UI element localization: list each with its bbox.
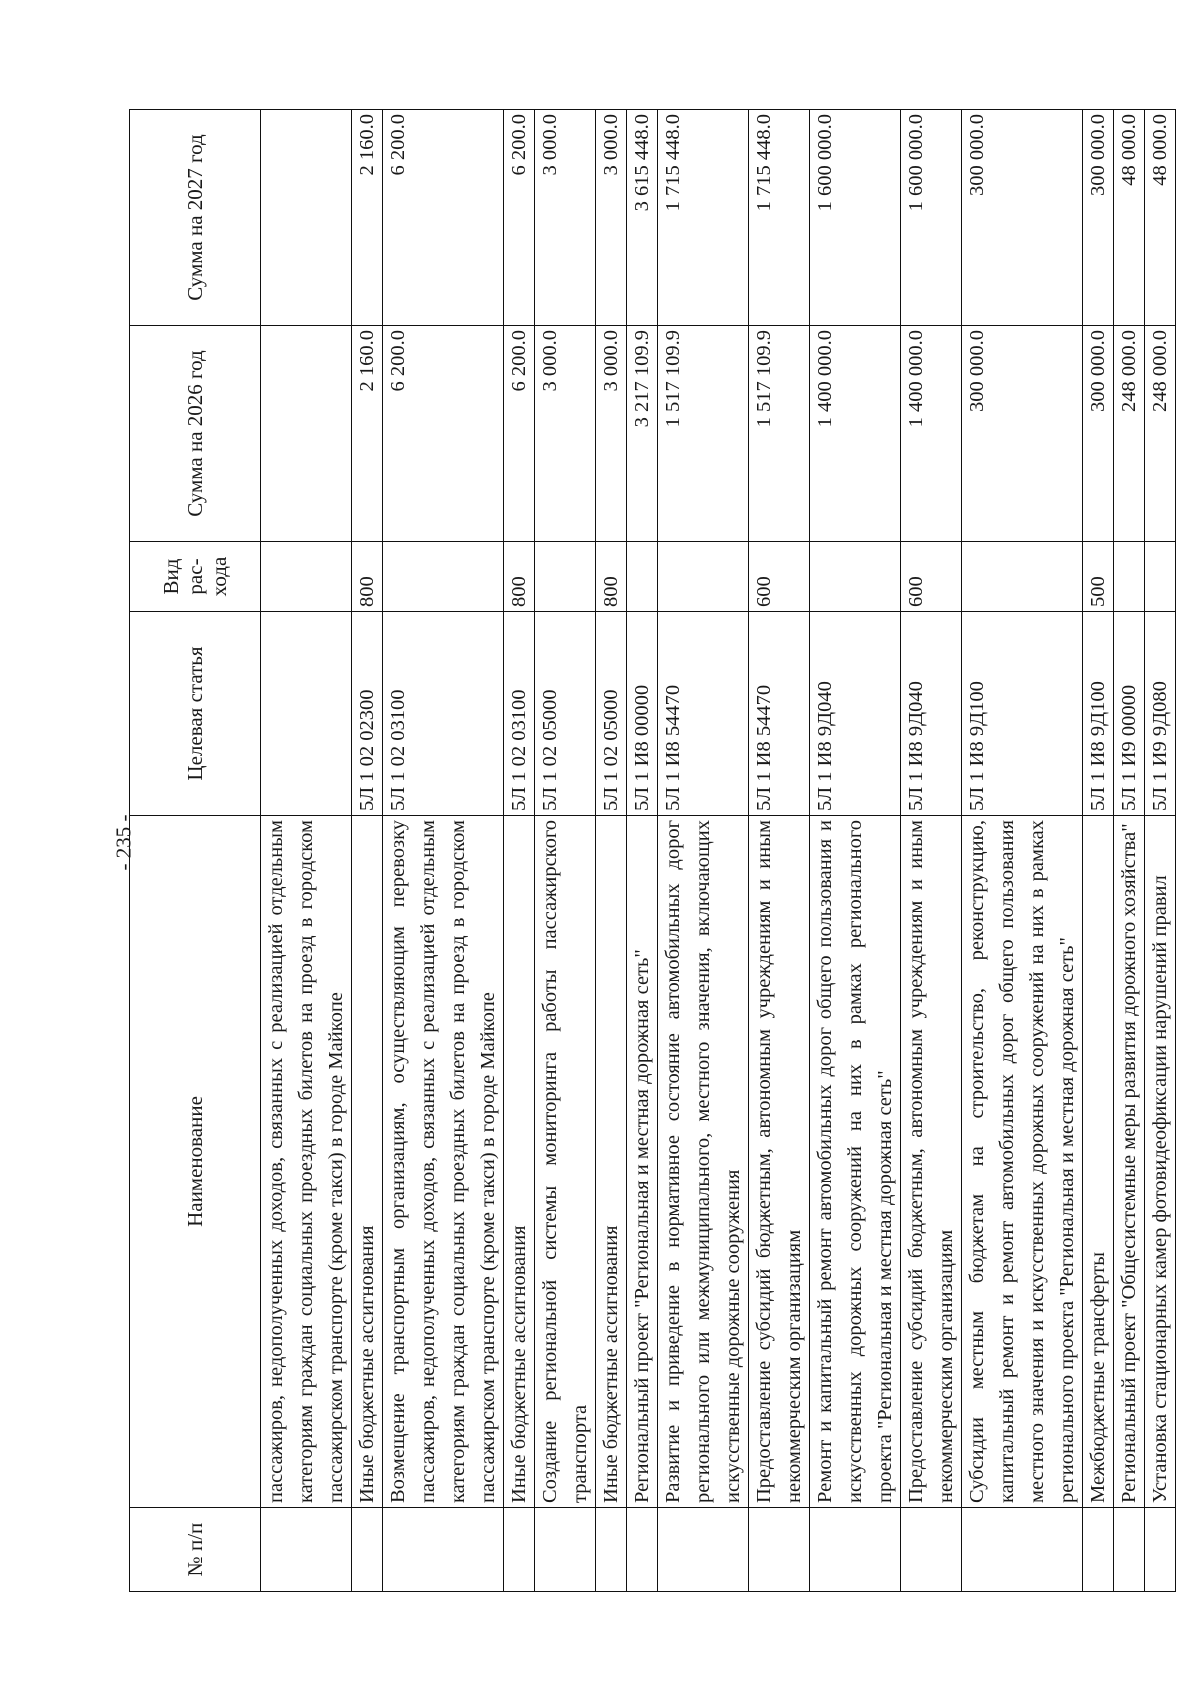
cell-code: 5Л 1 02 02300 [352,612,383,816]
table-row [810,110,901,1592]
cell-sum-2027: 48 000.0 [1145,110,1176,326]
cell-sum-2027: 3 000.0 [596,110,627,326]
cell-code: 5Л 1 02 05000 [596,612,627,816]
cell-sum-2027: 300 000.0 [1083,110,1114,326]
cell-code: 5Л 1 02 03100 [383,612,504,816]
cell-num [535,1508,596,1592]
cell-num [504,1508,535,1592]
cell-sum-2027: 1 715 448.0 [749,110,810,326]
table-row [658,110,749,1592]
cell-vid: 500 [1083,542,1114,612]
cell-sum-2026: 3 000.0 [596,326,627,542]
cell-num [261,1508,352,1592]
cell-vid: 600 [749,542,810,612]
cell-name: Иные бюджетные ассигнования [596,816,627,1508]
header-code: Целевая статья [130,612,261,816]
cell-num [1145,1508,1176,1592]
cell-num [627,1508,658,1592]
cell-code: 5Л 1 И9 00000 [1114,612,1145,816]
cell-sum-2027: 300 000.0 [962,110,1083,326]
header-num: № п/п [130,1508,261,1592]
cell-sum-2027: 1 600 000.0 [810,110,901,326]
cell-code: 5Л 1 И8 9Д040 [901,612,962,816]
header-vid: Вид рас- хода [130,542,261,612]
cell-vid: 800 [352,542,383,612]
table-row [749,110,810,1592]
table-row [1114,110,1145,1592]
cell-num [810,1508,901,1592]
cell-sum-2026: 2 160.0 [352,326,383,542]
cell-code: 5Л 1 И8 54470 [658,612,749,816]
cell-sum-2027: 1 600 000.0 [901,110,962,326]
cell-sum-2026: 3 000.0 [535,326,596,542]
cell-vid [962,542,1083,612]
cell-name: Предоставление субсидий бюджетным, автономным учреждениям и иным некоммерческим организациям [749,816,810,1508]
table-row [535,110,596,1592]
budget-table [129,109,1176,1592]
cell-sum-2027: 6 200.0 [504,110,535,326]
table-row [352,110,383,1592]
table-body [261,110,1176,1592]
cell-sum-2026: 300 000.0 [1083,326,1114,542]
cell-sum-2026: 1 517 109.9 [749,326,810,542]
cell-sum-2027: 3 615 448.0 [627,110,658,326]
cell-name: Возмещение транспортным организациям, осуществляющим перевозку пассажиров, недополученных доходов, связанных с реализацией отдельным категориям граждан социальных проездных билетов на проезд в городском пассажирском транспорте (кроме такси) в городе Майкопе [383,816,504,1508]
cell-num [962,1508,1083,1592]
table-row [261,110,352,1592]
cell-code: 5Л 1 И8 00000 [627,612,658,816]
header-name: Наименование [130,816,261,1508]
cell-code: 5Л 1 02 05000 [535,612,596,816]
cell-vid [658,542,749,612]
table-row [1145,110,1176,1592]
budget-table-sheet [129,110,1171,1592]
cell-num [658,1508,749,1592]
cell-sum-2026: 300 000.0 [962,326,1083,542]
table-row [1083,110,1114,1592]
cell-name: Субсидии местным бюджетам на строительство, реконструкцию, капитальный ремонт и ремонт автомобильных дорог общего пользования местного значения и искусственных дорожных сооружений на них в рамках регионального проекта "Региональная и местная дорожная сеть" [962,816,1083,1508]
table-row [504,110,535,1592]
cell-sum-2026: 248 000.0 [1145,326,1176,542]
cell-name: Иные бюджетные ассигнования [352,816,383,1508]
table-row [627,110,658,1592]
cell-sum-2026: 1 400 000.0 [810,326,901,542]
cell-sum-2027 [261,110,352,326]
cell-num [352,1508,383,1592]
cell-sum-2026 [261,326,352,542]
cell-name: Развитие и приведение в нормативное состояние автомобильных дорог регионального или межмуниципального, местного значения, включающих искусственные дорожные сооружения [658,816,749,1508]
cell-code: 5Л 1 И9 9Д080 [1145,612,1176,816]
table-row [596,110,627,1592]
cell-code: 5Л 1 02 03100 [504,612,535,816]
cell-sum-2026: 248 000.0 [1114,326,1145,542]
cell-code: 5Л 1 И8 54470 [749,612,810,816]
cell-vid [1114,542,1145,612]
cell-sum-2026: 1 517 109.9 [658,326,749,542]
cell-vid: 600 [901,542,962,612]
page-number-text: - 235 - [111,814,136,870]
cell-name: Региональный проект "Региональная и местная дорожная сеть" [627,816,658,1508]
cell-num [596,1508,627,1592]
table-row [901,110,962,1592]
cell-name: Иные бюджетные ассигнования [504,816,535,1508]
cell-num [1114,1508,1145,1592]
header-sum-2027: Сумма на 2027 год [130,110,261,326]
cell-sum-2026: 1 400 000.0 [901,326,962,542]
cell-vid [383,542,504,612]
cell-vid: 800 [596,542,627,612]
cell-vid: 800 [504,542,535,612]
cell-num [1083,1508,1114,1592]
cell-sum-2027: 1 715 448.0 [658,110,749,326]
cell-code: 5Л 1 И8 9Д100 [1083,612,1114,816]
header-sum-2026: Сумма на 2026 год [130,326,261,542]
cell-code [261,612,352,816]
cell-code: 5Л 1 И8 9Д100 [962,612,1083,816]
cell-vid [627,542,658,612]
cell-num [901,1508,962,1592]
table-row [962,110,1083,1592]
cell-name: Установка стационарных камер фотовидеофиксации нарушений правил [1145,816,1176,1508]
table-header-row [130,110,261,1592]
cell-num [749,1508,810,1592]
cell-name: Региональный проект "Общесистемные меры развития дорожного хозяйства" [1114,816,1145,1508]
cell-vid [1145,542,1176,612]
cell-num [383,1508,504,1592]
cell-sum-2026: 6 200.0 [383,326,504,542]
cell-sum-2027: 2 160.0 [352,110,383,326]
cell-name: Ремонт и капитальный ремонт автомобильных дорог общего пользования и искусственных дорожных сооружений на них в рамках регионального проекта "Региональная и местная дорожная сеть" [810,816,901,1508]
cell-name: Создание региональной системы мониторинга работы пассажирского транспорта [535,816,596,1508]
cell-code: 5Л 1 И8 9Д040 [810,612,901,816]
cell-vid [535,542,596,612]
table-row [383,110,504,1592]
cell-sum-2026: 6 200.0 [504,326,535,542]
cell-sum-2027: 6 200.0 [383,110,504,326]
cell-vid [261,542,352,612]
cell-sum-2027: 48 000.0 [1114,110,1145,326]
cell-name: Межбюджетные трансферты [1083,816,1114,1508]
cell-name: Предоставление субсидий бюджетным, автономным учреждениям и иным некоммерческим организациям [901,816,962,1508]
cell-sum-2027: 3 000.0 [535,110,596,326]
cell-vid [810,542,901,612]
cell-name: пассажиров, недополученных доходов, связанных с реализацией отдельным категориям граждан социальных проездных билетов на проезд в городском пассажирском транспорте (кроме такси) в городе Майкопе [261,816,352,1508]
cell-sum-2026: 3 217 109.9 [627,326,658,542]
